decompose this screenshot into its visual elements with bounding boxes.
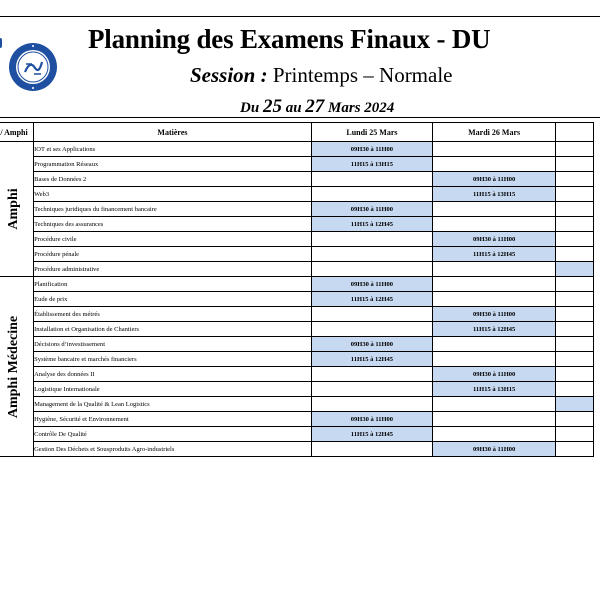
- slot-next-day: [556, 367, 594, 382]
- slot-lundi: 11H15 à 12H45: [311, 292, 432, 307]
- slot-lundi: 09H30 à 11H00: [311, 202, 432, 217]
- page-title: Planning des Examens Finaux - DU: [88, 24, 491, 54]
- table-row: [0, 412, 594, 427]
- slot-next-day: [556, 277, 594, 292]
- slot-next-day: [556, 397, 594, 412]
- slot-mardi: [433, 412, 556, 427]
- table-header-row: [0, 123, 594, 142]
- slot-lundi: [311, 247, 432, 262]
- table-row: [0, 187, 594, 202]
- date-du: Du: [240, 100, 260, 116]
- table-row: [0, 277, 594, 292]
- slot-lundi: [311, 397, 432, 412]
- table-row: [0, 247, 594, 262]
- slot-mardi: [433, 292, 556, 307]
- subject-cell: Établissement des métrés: [34, 307, 312, 322]
- slot-next-day: [556, 217, 594, 232]
- slot-mardi: 11H15 à 12H45: [433, 247, 556, 262]
- slot-mardi: 09H30 à 11H00: [433, 307, 556, 322]
- slot-next-day: [556, 142, 594, 157]
- subject-cell: Hygiène, Sécurité et Environnement: [34, 412, 312, 427]
- table-row: [0, 142, 594, 157]
- slot-mardi: [433, 397, 556, 412]
- slot-mardi: [433, 427, 556, 442]
- slot-lundi: 11H15 à 12H45: [311, 217, 432, 232]
- date-end-day: 27: [305, 96, 325, 117]
- subject-cell: Procédure civile: [34, 232, 312, 247]
- slot-lundi: 11H15 à 12H45: [311, 427, 432, 442]
- logo-fragment: [0, 38, 2, 48]
- slot-lundi: [311, 322, 432, 337]
- subject-cell: Web3: [34, 187, 312, 202]
- slot-lundi: [311, 232, 432, 247]
- slot-mardi: 11H15 à 13H15: [433, 382, 556, 397]
- university-logo-icon: [8, 42, 58, 92]
- subject-cell: Décisions d’investissement: [34, 337, 312, 352]
- slot-next-day: [556, 187, 594, 202]
- table-row: [0, 232, 594, 247]
- table-row: [0, 367, 594, 382]
- date-range: [240, 96, 394, 118]
- subject-cell: Techniques juridiques du financement bancaire: [34, 202, 312, 217]
- subject-cell: Procédure administrative: [34, 262, 312, 277]
- table-row: [0, 442, 594, 457]
- column-header-next-day: [556, 123, 594, 142]
- subject-cell: Contrôle De Qualité: [34, 427, 312, 442]
- slot-mardi: [433, 157, 556, 172]
- slot-next-day: [556, 382, 594, 397]
- table-row: [0, 292, 594, 307]
- date-month-year: Mars 2024: [328, 100, 395, 116]
- date-start-day: 25: [262, 96, 282, 117]
- subject-cell: Logistique Internationale: [34, 382, 312, 397]
- subject-cell: Techniques des assurances: [34, 217, 312, 232]
- slot-mardi: [433, 277, 556, 292]
- slot-mardi: 11H15 à 12H45: [433, 322, 556, 337]
- subject-cell: Procédure pénale: [34, 247, 312, 262]
- slot-next-day: [556, 202, 594, 217]
- subject-cell: IOT et ses Applications: [34, 142, 312, 157]
- table-row: [0, 322, 594, 337]
- table-row: [0, 382, 594, 397]
- slot-lundi: 09H30 à 11H00: [311, 412, 432, 427]
- slot-mardi: [433, 142, 556, 157]
- session-label: Session :: [190, 63, 268, 87]
- session-line: [190, 63, 453, 88]
- column-header-amphi: / Amphi: [0, 123, 34, 142]
- session-value: Printemps – Normale: [272, 63, 453, 87]
- slot-lundi: [311, 262, 432, 277]
- slot-next-day: [556, 307, 594, 322]
- slot-mardi: [433, 337, 556, 352]
- slot-next-day: [556, 352, 594, 367]
- subject-cell: Management de la Qualité & Lean Logistics: [34, 397, 312, 412]
- amphi-label: Amphi Médecine: [6, 315, 22, 418]
- column-header-lundi: Lundi 25 Mars: [311, 123, 432, 142]
- slot-mardi: [433, 352, 556, 367]
- slot-lundi: 09H30 à 11H00: [311, 142, 432, 157]
- column-header-mardi: Mardi 26 Mars: [433, 123, 556, 142]
- slot-next-day: [556, 337, 594, 352]
- table-row: [0, 337, 594, 352]
- slot-lundi: [311, 187, 432, 202]
- table-row: [0, 352, 594, 367]
- slot-lundi: 09H30 à 11H00: [311, 277, 432, 292]
- slot-lundi: 11H15 à 12H45: [311, 352, 432, 367]
- subject-cell: Planification: [34, 277, 312, 292]
- exam-schedule-table: [0, 122, 594, 457]
- slot-next-day: [556, 412, 594, 427]
- slot-mardi: [433, 217, 556, 232]
- table-row: [0, 172, 594, 187]
- slot-mardi: [433, 202, 556, 217]
- subject-cell: Système bancaire et marchés financiers: [34, 352, 312, 367]
- table-row: [0, 202, 594, 217]
- table-row: [0, 307, 594, 322]
- table-row: [0, 157, 594, 172]
- slot-next-day: [556, 157, 594, 172]
- slot-next-day: [556, 292, 594, 307]
- table-row: [0, 397, 594, 412]
- slot-lundi: 11H15 à 13H15: [311, 157, 432, 172]
- table-body: [0, 142, 594, 457]
- slot-lundi: [311, 382, 432, 397]
- column-header-matieres: Matières: [34, 123, 312, 142]
- date-au: au: [285, 100, 302, 116]
- subject-cell: Bases de Données 2: [34, 172, 312, 187]
- subject-cell: Installation et Organisation de Chantiers: [34, 322, 312, 337]
- slot-mardi: 09H30 à 11H00: [433, 442, 556, 457]
- subject-cell: Gestion Des Déchets et Sousproduits Agro-industriels: [34, 442, 312, 457]
- slot-mardi: 09H30 à 11H00: [433, 172, 556, 187]
- amphi-cell: [0, 277, 34, 457]
- slot-lundi: [311, 172, 432, 187]
- slot-lundi: [311, 367, 432, 382]
- subject-cell: Analyse des données II: [34, 367, 312, 382]
- slot-mardi: 11H15 à 13H15: [433, 187, 556, 202]
- subject-cell: Eude de prix: [34, 292, 312, 307]
- slot-lundi: [311, 442, 432, 457]
- slot-next-day: [556, 322, 594, 337]
- slot-next-day: [556, 262, 594, 277]
- slot-next-day: [556, 442, 594, 457]
- subject-cell: Programmation Réseaux: [34, 157, 312, 172]
- slot-mardi: 09H30 à 11H00: [433, 367, 556, 382]
- slot-lundi: [311, 307, 432, 322]
- table-row: [0, 262, 594, 277]
- amphi-label: Amphi: [6, 188, 22, 230]
- table-row: [0, 217, 594, 232]
- slot-mardi: 09H30 à 11H00: [433, 232, 556, 247]
- slot-mardi: [433, 262, 556, 277]
- slot-lundi: 09H30 à 11H00: [311, 337, 432, 352]
- slot-next-day: [556, 172, 594, 187]
- slot-next-day: [556, 427, 594, 442]
- table-row: [0, 427, 594, 442]
- slot-next-day: [556, 232, 594, 247]
- amphi-cell: [0, 142, 34, 277]
- slot-next-day: [556, 247, 594, 262]
